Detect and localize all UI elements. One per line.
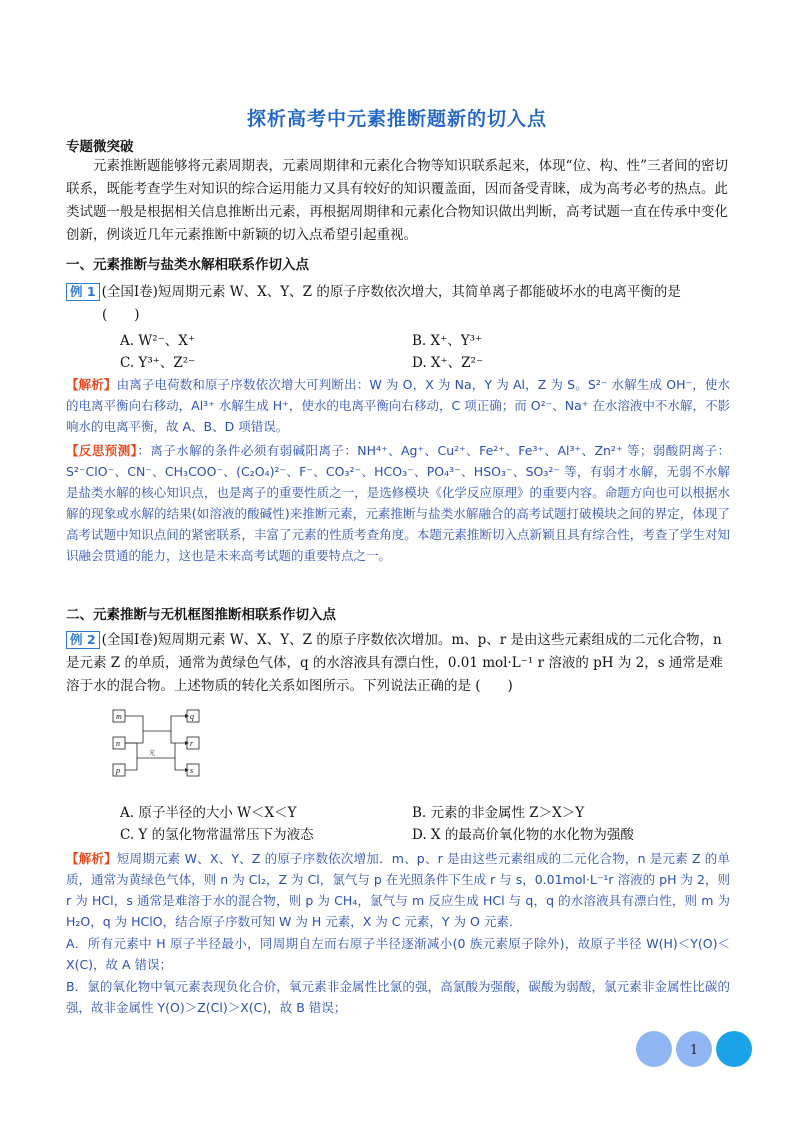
example-2-question: 例 2 (全国Ⅰ卷)短周期元素 W、X、Y、Z 的原子序数依次增加。m、p、r 是由这些元素组成的二元化合物，n 是元素 Z 的单质，通常为黄绿色气体，q 的水溶液具有漂白性，0.01 mol·L⁻¹ r 溶液的 pH 为 2，s 通常是难溶于水的混合物。上述物质的转化关系如图所示。下列说法正确的是 ( )	[66, 632, 723, 694]
example-1-question: 例 1 (全国Ⅰ卷)短周期元素 W、X、Y、Z 的原子序数依次增大，其简单离子都能破坏水的电离平衡的是 ( )	[66, 281, 728, 327]
ex2-analysis: 【解析】短周期元素 W、X、Y、Z 的原子序数依次增加．m、p、r 是由这些元素组成的二元化合物，n 是元素 Z 的单质，通常为黄绿色气体，则 n 为 Cl₂，Z 为 Cl，氯气与 p 在光照条件下生成 r 与 s，0.01mol·L⁻¹r 溶液的 pH 为 2，则 r 为 HCl，s 通常是难溶于水的混合物，则 p 为 CH₄，氯气与 m 反应生成 HCl 与 q，q 的水溶液具有漂白性，则 m 为 H₂O，q 为 HClO，结合原子序数可知 W 为 H 元素，X 为 C 元素，Y 为 O 元素．	[66, 851, 730, 929]
ex2-option-d: D. X 的最高价氧化物的水化物为强酸	[412, 827, 634, 843]
label-n: n	[116, 739, 120, 748]
ex1-option-b: B. X⁺、Y³⁺	[412, 333, 483, 349]
decor-circle-right	[716, 1031, 752, 1067]
ex1-option-d: D. X⁺、Z²⁻	[412, 355, 484, 371]
decor-circle-left	[636, 1031, 672, 1067]
analysis-tag: 【解析】	[66, 377, 117, 392]
ex2-option-b: B. 元素的非金属性 Z＞X＞Y	[412, 805, 585, 821]
analysis-tag: 【解析】	[66, 851, 117, 866]
page-number-badge	[636, 1031, 752, 1067]
ex1-analysis: 【解析】由离子电荷数和原子序数依次增大可判断出：W 为 O，X 为 Na，Y 为 Al，Z 为 S。S²⁻ 水解生成 OH⁻，使水的电离平衡向右移动，Al³⁺ 水解生成 H⁺，使水的电离平衡向右移动，C 项正确；而 O²⁻、Na⁺ 在水溶液中不水解，不影响水的电离平衡，故 A、B、D 项错误。	[66, 377, 730, 434]
label-m: m	[116, 712, 122, 721]
example-badge: 例 2	[66, 631, 100, 649]
example-badge: 例 1	[66, 283, 100, 301]
label-r: r	[190, 739, 194, 748]
answer-blank: ( )	[102, 307, 140, 323]
ex2-analysis-b: B．氯的氧化物中氧元素表现负化合价，氧元素非金属性比氯的强，高氯酸为强酸，碳酸为弱酸，氯元素非金属性比碳的强，故非金属性 Y(O)＞Z(Cl)＞X(C)，故 B 错误；	[66, 979, 730, 1015]
topic-heading: 专题微突破	[66, 139, 134, 155]
label-p: p	[116, 766, 120, 775]
ex1-option-c: C. Y³⁺、Z²⁻	[120, 355, 196, 371]
ex2-option-c: C. Y 的氢化物常温常压下为液态	[120, 827, 314, 843]
label-s: s	[190, 766, 194, 775]
light-label: 光	[149, 750, 156, 757]
ex1-reflection: 【反思预测】：离子水解的条件必须有弱碱阳离子：NH⁴⁺、Ag⁺、Cu²⁺、Fe²⁺、Fe³⁺、Al³⁺、Zn²⁺ 等；弱酸阴离子：S²⁻ClO⁻、CN⁻、CH₃COO⁻、(C₂O₄)²⁻、F⁻、CO₃²⁻、HCO₃⁻、PO₄³⁻、HSO₃⁻、SO₃²⁻ 等，有弱才水解，无弱不水解是盐类水解的核心知识点，也是离子的重要性质之一，是选修模块《化学反应原理》的重要内容。命题方向也可以根据水解的现象或水解的结果(如溶液的酸碱性)来推断元素，元素推断与盐类水解融合的高考试题打破模块之间的界定，体现了高考试题中知识点间的紧密联系，丰富了元素的性质考查角度。本题元素推断切入点新颖且具有综合性，考查了学生对知识融会贯通的能力，这也是未来高考试题的重要特点之一。	[66, 443, 730, 563]
ex2-option-a: A. 原子半径的大小 W＜X＜Y	[120, 805, 297, 821]
section-1-heading: 一、元素推断与盐类水解相联系作切入点	[66, 257, 309, 273]
page-title: 探析高考中元素推断题新的切入点	[246, 108, 547, 130]
label-q: q	[190, 712, 194, 721]
page-number: 1	[689, 1043, 699, 1058]
section-2-heading: 二、元素推断与无机框图推断相联系作切入点	[66, 607, 336, 623]
ex2-analysis-a: A．所有元素中 H 原子半径最小，同周期自左而右原子半径逐渐减小(0 族元素原子除外)，故原子半径 W(H)＜Y(O)＜X(C)，故 A 错误；	[66, 936, 730, 972]
reflection-tag: 【反思预测】	[66, 443, 138, 458]
conversion-diagram	[103, 700, 213, 786]
ex1-option-a: A. W²⁻、X⁺	[120, 333, 195, 349]
intro-paragraph: 元素推断题能够将元素周期表，元素周期律和元素化合物等知识联系起来，体现“位、构、性”三者间的密切联系，既能考查学生对知识的综合运用能力又具有较好的知识覆盖面，因而备受青睐，成为高考必考的热点。此类试题一般是根据相关信息推断出元素，再根据周期律和元素化合物知识做出判断，高考试题一直在传承中变化创新，例谈近几年元素推断中新颖的切入点希望引起重视。	[66, 158, 728, 243]
